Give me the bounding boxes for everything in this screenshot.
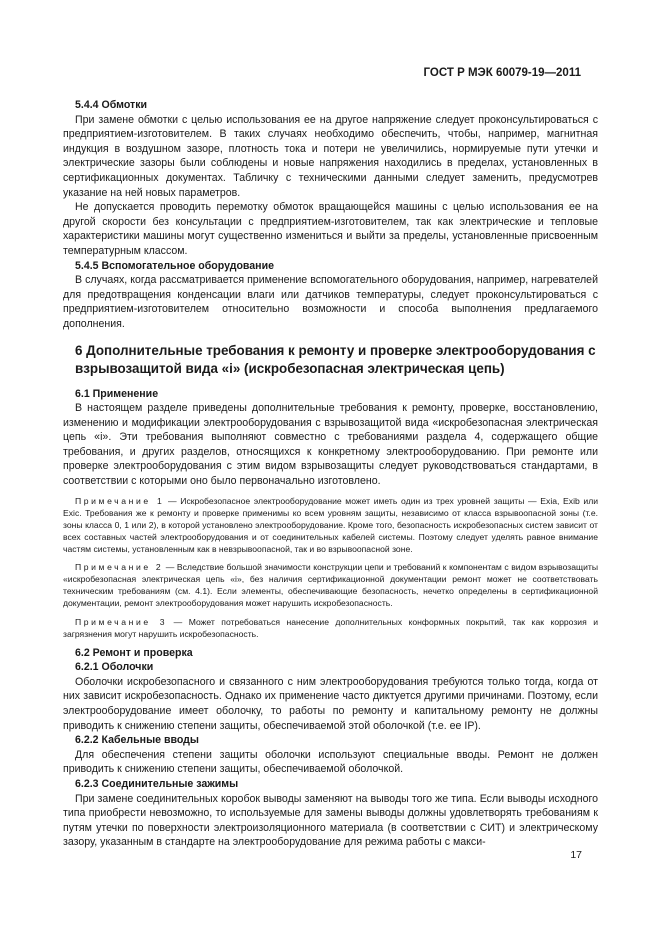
note-text: — Искробезопасное электрооборудование может иметь один из трех уровней защиты — Exia, Exib или Exic. Требования же к ремонту и проверке применимы ко всем уровням защиты, независимо от класса взрывоопасной зоны (т.е. зоны класса 0, 1 или 2), в которой установлено электрооборудование. Кроме того, безопасность искробезопасных систем зависит от всех составных частей электрооборудования и от соединительных кабелей системы. Поэтому следует уделять равное внимание частям системы, установленным как в невзрывоопасной, так и во взрывоопасной зоне. bbox=[63, 495, 599, 555]
standard-code-header: ГОСТ Р МЭК 60079-19—2011 bbox=[423, 67, 581, 79]
note-paragraph bbox=[63, 616, 598, 640]
body-paragraph: Для обеспечения степени защиты оболочки используют специальные вводы. Ремонт не должен приводить к снижению степени защиты, обеспечиваемой оболочкой. bbox=[63, 748, 598, 776]
section-heading: 6 Дополнительные требования к ремонту и проверке электрооборудования с взрывозащитой вида «i» (искробезопасная электрическая цепь) bbox=[75, 342, 596, 376]
subsection-heading: 6.2.2 Кабельные вводы bbox=[75, 734, 199, 747]
subsection-heading: 6.2.1 Оболочки bbox=[75, 661, 154, 674]
note-text: — Может потребоваться нанесение дополнительных конформных покрытий, так как коррозия и загрязнения могут нарушить искробезопасность. bbox=[63, 616, 598, 639]
note-text: — Вследствие большой значимости конструкции цепи и требований к компонентам с видом взрывозащиты «искробезопасная электрическая цепь «i», без наличия сертификационной документации ремонт может не соответствовать техническим требованиям (см. 4.1). Если элементы, обеспечивающие безопасность, нечетко определены в сертификационной документации, ремонт электрооборудования может нарушить искробезопасность. bbox=[63, 562, 599, 609]
subsection-heading: 6.2.3 Соединительные зажимы bbox=[75, 778, 239, 791]
note-paragraph bbox=[63, 561, 598, 609]
body-paragraph: В настоящем разделе приведены дополнительные требования к ремонту, проверке, восстановлению, изменению и модификации электрооборудования с взрывозащитой вида «искробезопасная электрическая цепь «i». Эти требования выполняют совместно с требованиями раздела 4, содержащего общие требования, и других разделов, относящихся к конкретному электрооборудованию. При ремонте или проверке электрооборудования с этим видом взрывозащиты следует руководствоваться стандартами, в соответствии с которыми оно было первоначально изготовлено. bbox=[63, 402, 598, 488]
subsection-heading: 5.4.4 Обмотки bbox=[75, 99, 148, 111]
page-number: 17 bbox=[570, 849, 582, 861]
subsection-heading: 6.2 Ремонт и проверка bbox=[75, 646, 193, 659]
note-label: Примечание 2 bbox=[75, 562, 164, 573]
subsection-heading: 5.4.5 Вспомогательное оборудование bbox=[75, 259, 274, 272]
body-paragraph: Не допускается проводить перемотку обмоток вращающейся машины с целью использования ее на другой скорости без консультации с предприятием-изготовителем, так как электрические и тепловые характеристики машины могут существенно измениться и выйти за пределы, установленные присвоенным температурным классом. bbox=[63, 201, 598, 257]
note-paragraph bbox=[63, 495, 598, 555]
body-paragraph: Оболочки искробезопасного и связанного с ним электрооборудования требуются только тогда, когда от них зависит искробезопасность. Однако их применение часто диктуется другими причинами. Поэтому, если электрооборудование имеет оболочку, то работы по ремонту и капитальному ремонту не должны приводить к снижению степени защиты, обеспечиваемой этой оболочкой (т.е. ее IP). bbox=[63, 675, 598, 732]
note-label: Примечание 3 bbox=[75, 616, 168, 627]
body-paragraph: При замене соединительных коробок выводы заменяют на выводы того же типа. Если выводы исходного типа приобрести невозможно, то используемые для замены выводы должны удовлетворять требованиям к путям утечки по поверхности электроизоляционного материала (в соответствии с СИТ) и электрическому зазору, указанным в стандарте на электрооборудование для режима работы с макси- bbox=[63, 792, 598, 849]
body-paragraph: В случаях, когда рассматривается применение вспомогательного оборудования, например, нагревателей для предотвращения конденсации влаги или датчиков температуры, следует проконсультироваться с предприятием-изготовителем относительно возможности и способа выполнения предлагаемого дополнения. bbox=[63, 274, 598, 330]
subsection-heading: 6.1 Применение bbox=[75, 387, 159, 400]
document-body bbox=[63, 98, 598, 850]
body-paragraph: При замене обмотки с целью использования ее на другое напряжение следует проконсультироваться с предприятием-изготовителем. В таких случаях необходимо обеспечить, чтобы, например, магнитная индукция в воздушном зазоре, плотность тока и потери не увеличились, нормируемые пути утечки и электрические зазоры были соблюдены и новые напряжения находились в пределах, установленных в сертификационных документах. Табличку с техническими данными следует заменить, предусмотрев указание на ней новых параметров. bbox=[63, 113, 598, 199]
note-label: Примечание 1 bbox=[75, 495, 165, 506]
